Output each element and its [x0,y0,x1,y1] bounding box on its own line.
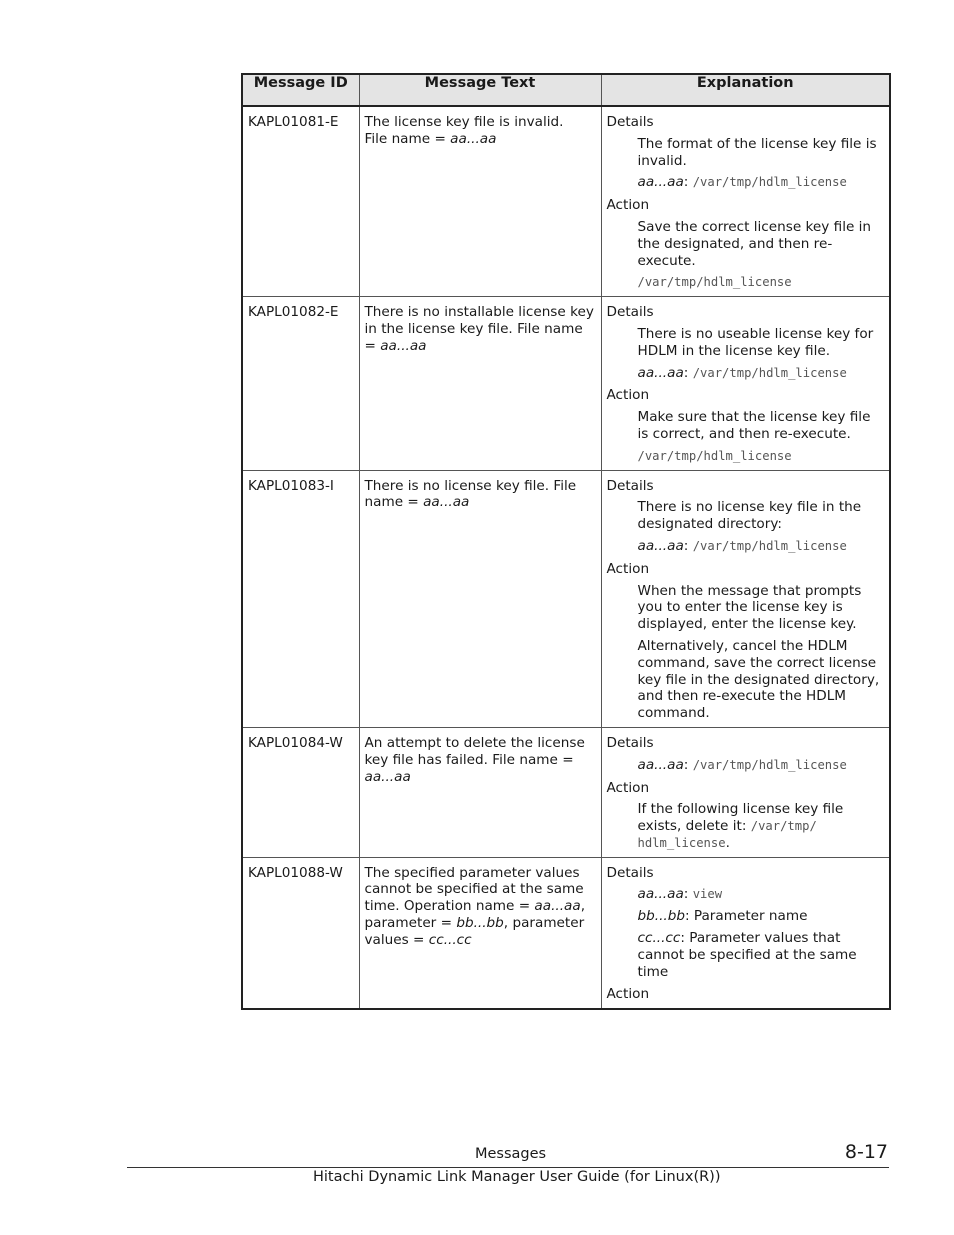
action-text: When the message that prompts you to enter the license key is displayed, enter the license key. [637,582,862,633]
page-number: 8-17 [844,1141,888,1163]
details-text: There is no useable license key for HDLM in the license key file. [637,325,874,359]
message-id: KAPL01084-W [242,727,359,857]
details-label: Details [606,114,654,130]
action-text-span: If the following license key file exists, delete it: [637,801,844,835]
variable: aa...aa [637,756,684,773]
message-text [359,857,601,1009]
footer-divider [127,1167,889,1168]
explanation [601,106,890,297]
table-row [242,727,890,857]
details-label: Details [606,304,654,321]
details-label: Details [606,864,654,881]
path-code: /var/tmp/hdlm_license [637,448,792,463]
message-text [359,297,601,470]
table-row [242,106,890,297]
header-message-id: Message ID [242,74,359,106]
separator: : [683,886,693,903]
message-text [359,106,601,297]
explanation [601,727,890,857]
variable: bb...bb [637,908,685,925]
path-code: /var/tmp/hdlm_license [692,175,847,190]
header-explanation: Explanation [601,74,890,106]
variable: bb...bb [456,915,504,932]
variable: cc...cc [637,930,681,947]
path-code: /var/tmp/hdlm_license [692,538,847,553]
action-text: Alternatively, cancel the HDLM command, save the correct license key file in the designated directory, and then re-execute the HDLM command. [637,637,880,722]
table-row [242,857,890,1009]
separator: : [683,537,693,554]
path-code: /var/tmp/hdlm_license [692,365,847,380]
variable: aa...aa [637,886,684,903]
action-label: Action [606,779,650,796]
variable: aa...aa [637,174,684,191]
action-label: Action [606,197,650,214]
table-header-row [242,74,890,106]
message-id: KAPL01088-W [242,857,359,1009]
message-id: KAPL01082-E [242,297,359,470]
variable-description: : Parameter name [684,908,808,925]
message-text-line: There is no installable license key in the license key file. File name = [364,304,594,354]
path-code: /var/tmp/hdlm_license [692,757,847,772]
variable: aa...aa [423,494,470,511]
header-message-text: Message Text [359,74,601,106]
action-text: Make sure that the license key file is correct, and then re-execute. [637,409,871,442]
separator: : [683,174,693,191]
message-text-line: An attempt to delete the license key file has failed. File name = [364,734,585,768]
punctuation: . [725,834,730,851]
variable-definition [638,757,885,774]
explanation [601,470,890,727]
message-table [241,73,891,1010]
details-text: There is no license key file in the designated directory: [637,499,862,533]
message-text-line: The specified parameter values cannot be specified at the same time. Operation name = [364,864,584,915]
footer-guide-title: Hitachi Dynamic Link Manager User Guide (for Linux(R)) [313,1169,721,1185]
footer-section-title: Messages [475,1146,547,1162]
action-label: Action [606,560,650,577]
table-row [242,297,890,470]
path-code: /var/tmp/hdlm_license [637,275,792,290]
variable: aa...aa [637,364,684,381]
message-text-line: The license key file is invalid. [364,114,564,130]
action-label: Action [606,986,650,1003]
separator: : [683,364,693,381]
variable: aa...aa [534,898,581,915]
variable: aa...aa [380,337,427,354]
variable-definition [638,886,885,903]
variable: aa...aa [637,537,684,554]
separator: : [683,756,693,773]
explanation [601,857,890,1009]
variable-definition [638,174,885,191]
variable: cc...cc [428,931,472,948]
details-label: Details [606,477,654,494]
details-label: Details [606,734,654,751]
action-text [638,801,885,851]
variable: aa...aa [450,130,497,147]
action-label: Action [606,387,650,404]
variable-definition [638,538,885,555]
message-text-line: , parameter values = [364,915,585,948]
message-id: KAPL01081-E [242,106,359,297]
message-text [359,470,601,727]
variable-definition [638,365,885,382]
action-text: Save the correct license key file in the designated, and then re-execute. [637,218,872,269]
explanation [601,297,890,470]
table-row [242,470,890,727]
path-code: /var/tmp/ hdlm_license [637,819,817,850]
message-text [359,727,601,857]
details-text: The format of the license key file is invalid. [637,135,877,169]
variable: aa...aa [364,768,411,785]
message-text-line: File name = [364,130,451,147]
variable-definition [638,908,885,925]
message-text-line: , parameter = [364,898,586,932]
variable-description: : Parameter values that cannot be specified at the same time [637,930,857,980]
message-text-line: There is no license key file. File name = [364,477,577,511]
message-id: KAPL01083-I [242,470,359,727]
path-code: view [692,887,723,902]
variable-definition [638,930,885,980]
